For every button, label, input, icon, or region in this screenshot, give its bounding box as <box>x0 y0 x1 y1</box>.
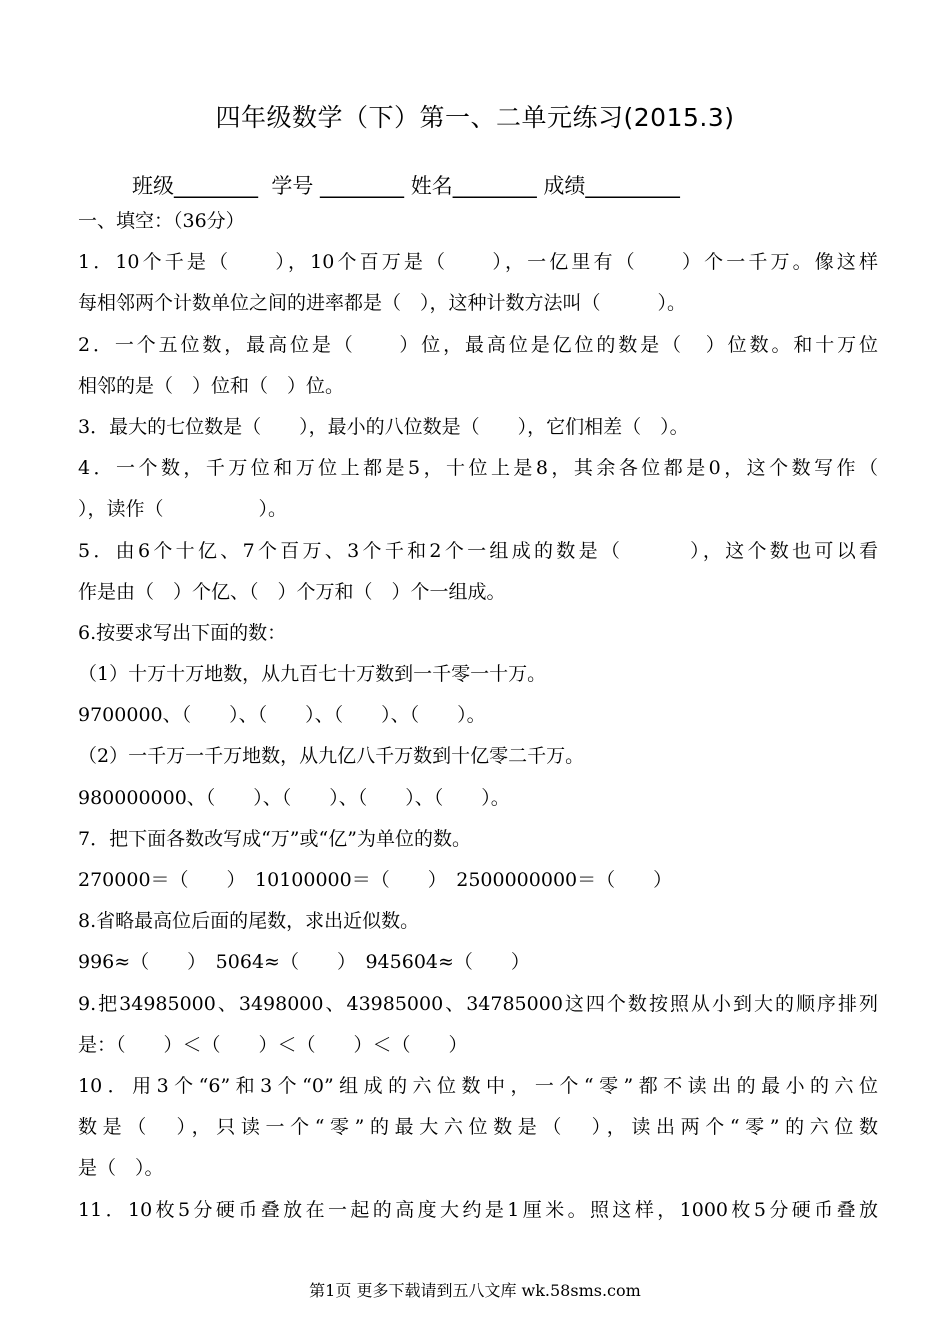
question-line: 是（ ）。 <box>78 1157 164 1180</box>
question-line: 9700000、（ ）、（ ）、（ ）、（ ）。 <box>78 704 486 727</box>
question-line: ），读作（ ）。 <box>78 498 288 521</box>
question-line: 7．把下面各数改写成“万”或“亿”为单位的数。 <box>78 827 471 850</box>
question-line: 4．一个数，千万位和万位上都是5，十位上是8，其余各位都是0，这个数写作（ <box>78 457 878 480</box>
question-line: 是：（ ）＜（ ）＜（ ）＜（ ） <box>78 1033 468 1056</box>
question-line: 作是由（ ）个亿、（ ）个万和（ ）个一组成。 <box>78 580 506 603</box>
question-line: 3．最大的七位数是（ ），最小的八位数是（ ），它们相差（ ）。 <box>78 415 689 438</box>
question-line: 2．一个五位数，最高位是（ ）位，最高位是亿位的数是（ ）位数。和十万位 <box>78 333 878 356</box>
question-line: 1．10个千是（ ），10个百万是（ ），一亿里有（ ）个一千万。像这样 <box>78 251 878 274</box>
question-line: 6.按要求写出下面的数： <box>78 621 287 644</box>
question-line: 数是（ ），只读一个“零”的最大六位数是（ ），读出两个“零”的六位数 <box>78 1116 878 1139</box>
question-line: 980000000、（ ）、（ ）、（ ）、（ ）。 <box>78 786 510 809</box>
question-line: 每相邻两个计数单位之间的进率都是（ ），这种计数方法叫（ ）。 <box>78 292 687 315</box>
question-line: 5．由6个十亿、7个百万、3个千和2个一组成的数是（ ），这个数也可以看 <box>78 539 878 562</box>
section-heading: 一、填空：（36分） <box>78 210 245 232</box>
question-line: 11．10枚5分硬币叠放在一起的高度大约是1厘米。照这样，1000枚5分硬币叠放 <box>78 1198 878 1221</box>
question-line: （2）一千万一千万地数，从九亿八千万数到十亿零二千万。 <box>78 745 585 768</box>
exercise-body <box>78 201 878 1231</box>
page-title: 四年级数学（下）第一、二单元练习(2015.3) <box>215 103 735 132</box>
question-line: 相邻的是（ ）位和（ ）位。 <box>78 374 345 397</box>
page-footer: 第1页 更多下载请到五八文库 wk.58sms.com <box>309 1281 641 1300</box>
question-line: 996≈（ ） 5064≈（ ） 945604≈（ ） <box>78 951 530 974</box>
question-line: 270000＝（ ） 10100000＝（ ） 2500000000＝（ ） <box>78 869 673 891</box>
question-line: 8.省略最高位后面的尾数，求出近似数。 <box>78 910 420 933</box>
question-line: 10．用3个“6”和3个“0”组成的六位数中，一个“零”都不读出的最小的六位 <box>78 1074 878 1097</box>
student-info-fields: 班级________ 学号 ________ 姓名________ 成绩_________ <box>132 174 680 198</box>
question-line: 9.把34985000、3498000、43985000、34785000这四个数按照从小到大的顺序排列 <box>78 992 878 1015</box>
question-line: （1）十万十万地数，从九百七十万数到一千零一十万。 <box>78 663 547 686</box>
